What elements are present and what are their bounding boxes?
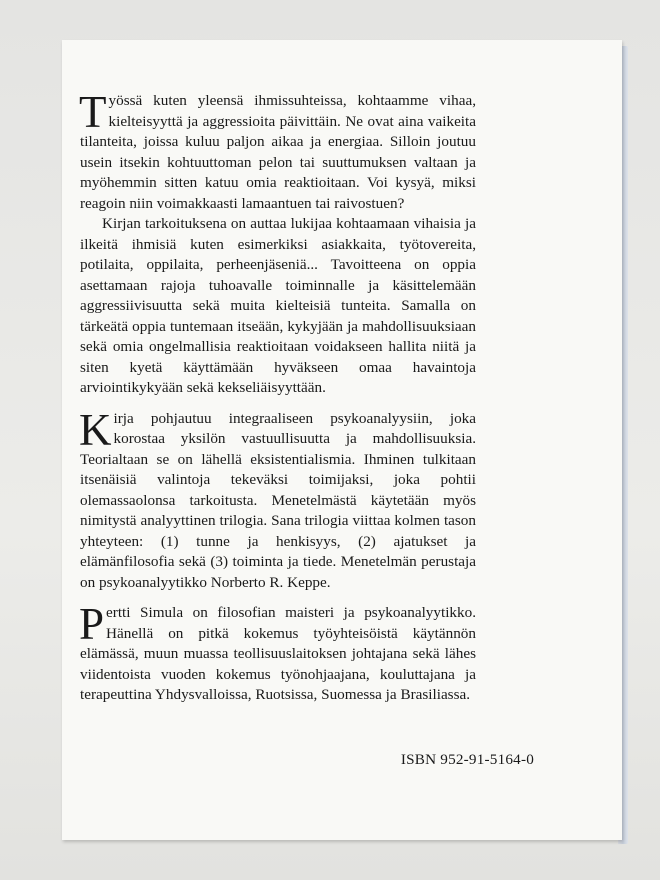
cover-text-block bbox=[79, 87, 476, 706]
paragraph-2-text: Kirjan tarkoituksena on auttaa lukijaa kohtaamaan vihaisia ja ilkeitä ihmisiä kuten esimerkiksi asiakkaita, työtovereita, potilaita, oppilaita, perheenjäseniä... Tavoitteena on oppia asettamaan rajoja tuhoavalle toiminnalle ja käsittelemään aggressiivisuutta sekä muita kielteisiä tunteita. Samalla on tärkeätä oppia tuntemaan itseään, kykyjään ja mahdollisuuksiaan sekä omia ongelmallisia reaktioitaan voidakseen hallita niitä ja siten kyetä käyttämään hyväkseen omaa havaintoja arviointikykyään sekä kekseliäisyyttään. bbox=[80, 215, 476, 396]
dropcap-1: T bbox=[79, 87, 107, 137]
paragraph-4-text: ertti Simula on filosofian maisteri ja psykoanalyytikko. Hänellä on pitkä kokemus työyhteisöistä käytännön elämässä, muun muassa teollisuuslaitoksen johtajana sekä lähes viidentoista vuoden kokemus työnohjaajana, kouluttajana ja terapeuttina Yhdysvalloissa, Ruotsissa, Suomessa ja Brasiliassa. bbox=[80, 604, 476, 703]
paragraph-4 bbox=[79, 599, 476, 706]
paragraph-3-text: irja pohjautuu integraaliseen psykoanalyysiin, joka korostaa yksilön vastuullisuutta ja mahdollisuuksia. Teorialtaan se on lähellä eksistentialismia. Ihminen tulkitaan itsenäisiä valintoja tekeväksi toimijaksi, joka pohtii olemassaolonsa tarkoitusta. Menetelmästä käytetään myös nimitystä analyyttinen trilogia. Sana trilogia viittaa kolmen tason yhteyteen: (1) tunne ja henkisyys, (2) ajatukset ja elämänfilosofia sekä (3) toiminta ja tiede. Menetelmän perustaja on psykoanalyytikko Norberto R. Keppe. bbox=[80, 409, 476, 591]
paragraph-3 bbox=[79, 404, 476, 594]
paragraph-2 bbox=[80, 214, 476, 399]
isbn-number: ISBN 952-91-5164-0 bbox=[400, 751, 534, 768]
dropcap-4: P bbox=[79, 599, 105, 649]
dropcap-3: K bbox=[79, 404, 112, 455]
paragraph-1 bbox=[79, 87, 476, 214]
paragraph-1-text: yössä kuten yleensä ihmissuhteissa, kohtaamme vihaa, kielteisyyttä ja aggressioita päivittäin. Ne ovat aina vaikeita tilanteita, joissa kuluu paljon aikaa ja energiaa. Silloin joutuu usein itsekin kohtuuttoman pelon tai suuttumuksen valtaan ja myöhemmin sitten katuu omia reaktioitaan. Voi kysyä, miksi reagoin niin voimakkaasti lamaantuen tai raivostuen? bbox=[80, 92, 476, 212]
